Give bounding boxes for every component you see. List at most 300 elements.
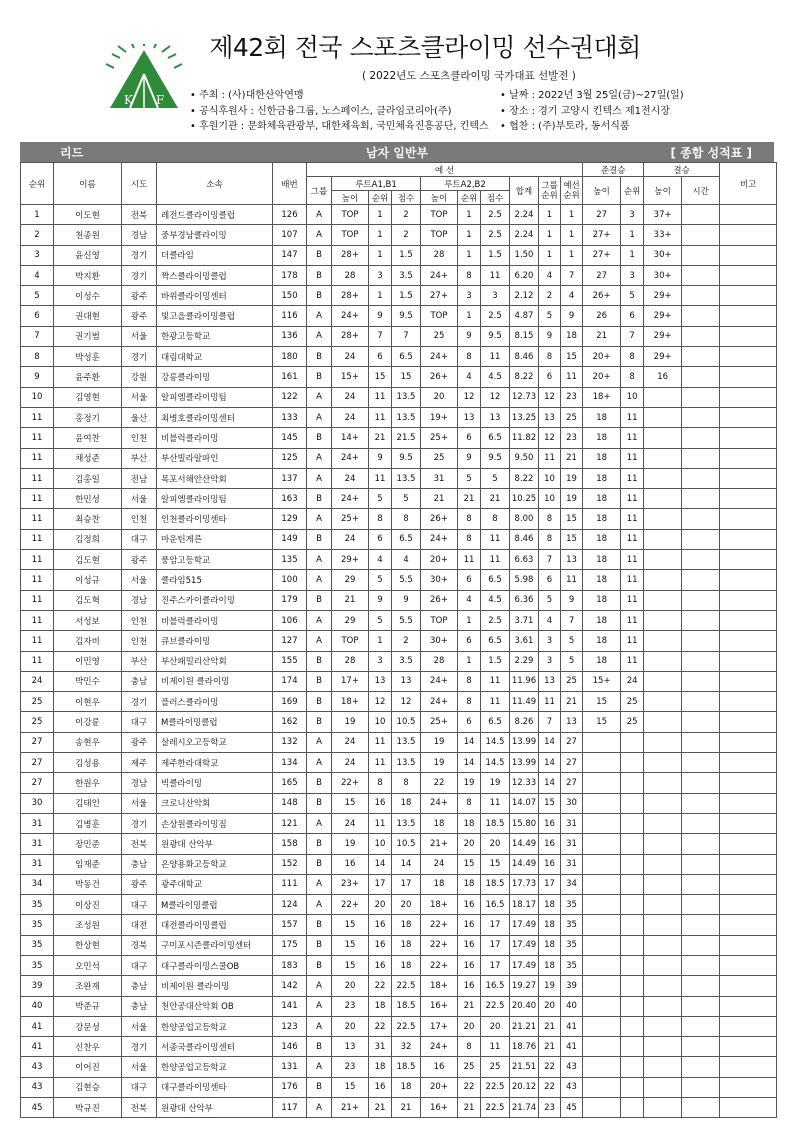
table-row [21, 509, 777, 529]
cell-bib: 124 [273, 895, 307, 915]
cell-group-rank: 18 [539, 915, 561, 935]
cell-rank: 10 [21, 387, 54, 407]
cell-club: 대구클라이밍스쿨OB [157, 955, 273, 975]
cell-r1-height: TOP [332, 205, 369, 225]
cell-semi-height: 18 [583, 428, 621, 448]
cell-group: A [307, 1016, 332, 1036]
cell-r1-height: 24 [332, 753, 369, 773]
cell-final-time [682, 245, 720, 265]
cell-note [720, 407, 777, 427]
cell-final-time [682, 225, 720, 245]
cell-name: 김영현 [54, 387, 122, 407]
cell-final-height [644, 773, 682, 793]
table-row [21, 1037, 777, 1057]
cell-r2-height: 24+ [421, 529, 458, 549]
cell-r2-place: 14 [458, 732, 481, 752]
cell-final-height [644, 448, 682, 468]
cell-region: 광주 [122, 550, 157, 570]
cell-semi-place [621, 813, 644, 833]
cell-r1-place: 16 [369, 955, 392, 975]
cell-group: B [307, 265, 332, 285]
table-row [21, 996, 777, 1016]
cell-bib: 179 [273, 590, 307, 610]
svg-text:F: F [156, 93, 165, 107]
cell-name: 김자비 [54, 631, 122, 651]
table-row [21, 570, 777, 590]
table-row [21, 1098, 777, 1118]
cell-group-rank: 1 [539, 205, 561, 225]
cell-note [720, 651, 777, 671]
cell-semi-place: 1 [621, 225, 644, 245]
cell-rank: 11 [21, 529, 54, 549]
cell-prelim-rank: 13 [561, 550, 583, 570]
cell-r1-points: 12 [392, 692, 421, 712]
cell-total: 11.96 [510, 671, 539, 691]
cell-final-time [682, 712, 720, 732]
cell-r2-height: 25 [421, 326, 458, 346]
cell-prelim-rank: 41 [561, 1037, 583, 1057]
cell-group-rank: 3 [539, 651, 561, 671]
cell-total: 20.40 [510, 996, 539, 1016]
cell-club: 짝스클라이밍클럽 [157, 265, 273, 285]
cell-semi-height [583, 813, 621, 833]
cell-semi-height [583, 773, 621, 793]
cell-total: 14.49 [510, 834, 539, 854]
cell-r1-points: 13.5 [392, 407, 421, 427]
cell-semi-place [621, 1037, 644, 1057]
cell-prelim-rank: 7 [561, 265, 583, 285]
cell-r1-place: 11 [369, 813, 392, 833]
table-row [21, 347, 777, 367]
cell-final-height [644, 1057, 682, 1077]
cell-r2-points: 6.5 [481, 570, 510, 590]
cell-r1-height: 29 [332, 570, 369, 590]
cell-semi-place: 11 [621, 428, 644, 448]
cell-name: 이현우 [54, 692, 122, 712]
cell-r1-height: 29+ [332, 550, 369, 570]
cell-final-time [682, 1037, 720, 1057]
table-row [21, 813, 777, 833]
cell-semi-height: 27 [583, 205, 621, 225]
cell-r2-place: 1 [458, 245, 481, 265]
cell-bib: 180 [273, 347, 307, 367]
cell-group-rank: 12 [539, 387, 561, 407]
cell-bib: 158 [273, 834, 307, 854]
cell-group-rank: 7 [539, 550, 561, 570]
cell-prelim-rank: 27 [561, 732, 583, 752]
table-row [21, 712, 777, 732]
cell-rank: 40 [21, 996, 54, 1016]
cell-r1-height: 29 [332, 610, 369, 630]
cell-name: 김성용 [54, 753, 122, 773]
cell-group-rank: 20 [539, 996, 561, 1016]
cell-note [720, 895, 777, 915]
cell-final-time [682, 610, 720, 630]
cell-prelim-rank: 27 [561, 773, 583, 793]
cell-group-rank: 4 [539, 265, 561, 285]
cell-prelim-rank: 1 [561, 225, 583, 245]
cell-club: 서종국클라이밍센터 [157, 1037, 273, 1057]
cell-semi-height: 20+ [583, 367, 621, 387]
col-total: 합계 [510, 177, 539, 205]
cell-r1-height: 24 [332, 347, 369, 367]
cell-semi-place: 8 [621, 347, 644, 367]
cell-group: B [307, 712, 332, 732]
page-subtitle: ( 2022년도 스포츠클라이밍 국가대표 선발전 ) [362, 70, 576, 82]
cell-group: B [307, 590, 332, 610]
cell-rank: 31 [21, 854, 54, 874]
cell-final-height [644, 590, 682, 610]
cell-region: 서울 [122, 793, 157, 813]
cell-semi-height [583, 1037, 621, 1057]
cell-prelim-rank: 40 [561, 996, 583, 1016]
cell-total: 15.80 [510, 813, 539, 833]
cell-bib: 125 [273, 448, 307, 468]
cell-r2-height: 28 [421, 651, 458, 671]
cell-r2-points: 25 [481, 1057, 510, 1077]
cell-name: 이민영 [54, 651, 122, 671]
table-row [21, 326, 777, 346]
cell-prelim-rank: 34 [561, 874, 583, 894]
table-row [21, 753, 777, 773]
cell-group: B [307, 367, 332, 387]
cell-bib: 132 [273, 732, 307, 752]
cell-prelim-rank: 15 [561, 347, 583, 367]
cell-r2-points: 1.5 [481, 651, 510, 671]
cell-region: 경기 [122, 1037, 157, 1057]
cell-name: 천종원 [54, 225, 122, 245]
cell-rank: 35 [21, 955, 54, 975]
cell-group-rank: 8 [539, 529, 561, 549]
cell-final-time [682, 915, 720, 935]
cell-r1-points: 5.5 [392, 610, 421, 630]
cell-region: 울산 [122, 407, 157, 427]
cell-semi-height [583, 1016, 621, 1036]
cell-r2-points: 17 [481, 915, 510, 935]
cell-total: 11.82 [510, 428, 539, 448]
cell-note [720, 286, 777, 306]
cell-region: 경남 [122, 225, 157, 245]
cell-r2-height: 24+ [421, 671, 458, 691]
cell-r1-place: 5 [369, 610, 392, 630]
cell-r2-place: 6 [458, 570, 481, 590]
cell-r1-height: 28+ [332, 326, 369, 346]
cell-name: 조성원 [54, 915, 122, 935]
cell-final-time [682, 651, 720, 671]
cell-r1-points: 21.5 [392, 428, 421, 448]
table-row [21, 205, 777, 225]
cell-group: B [307, 651, 332, 671]
cell-semi-place [621, 1016, 644, 1036]
cell-group-rank: 6 [539, 570, 561, 590]
cell-r2-points: 11 [481, 793, 510, 813]
cell-semi-height: 27+ [583, 225, 621, 245]
cell-final-height [644, 935, 682, 955]
cell-final-height [644, 529, 682, 549]
cell-group-rank: 8 [539, 347, 561, 367]
cell-bib: 163 [273, 489, 307, 509]
cell-rank: 11 [21, 570, 54, 590]
cell-name: 윤주환 [54, 367, 122, 387]
cell-bib: 137 [273, 468, 307, 488]
cell-final-height [644, 550, 682, 570]
cell-prelim-rank: 35 [561, 955, 583, 975]
cell-name: 장민준 [54, 834, 122, 854]
cell-semi-place: 1 [621, 245, 644, 265]
cell-region: 광주 [122, 732, 157, 752]
cell-note [720, 387, 777, 407]
cell-group: A [307, 732, 332, 752]
cell-rank: 41 [21, 1016, 54, 1036]
cell-prelim-rank: 45 [561, 1098, 583, 1118]
cell-rank: 41 [21, 1037, 54, 1057]
cell-club: 바위클라이밍센터 [157, 286, 273, 306]
cell-final-height: 29+ [644, 306, 682, 326]
cell-prelim-rank: 31 [561, 854, 583, 874]
cell-prelim-rank: 4 [561, 286, 583, 306]
cell-group-rank: 18 [539, 935, 561, 955]
cell-semi-height [583, 753, 621, 773]
cell-total: 19.27 [510, 976, 539, 996]
cell-r2-place: 1 [458, 306, 481, 326]
cell-r2-points: 16.5 [481, 895, 510, 915]
cell-r2-points: 22.5 [481, 1077, 510, 1097]
cell-group-rank: 15 [539, 793, 561, 813]
cell-bib: 135 [273, 550, 307, 570]
cell-note [720, 813, 777, 833]
cell-semi-place: 11 [621, 570, 644, 590]
cell-r2-height: 20 [421, 387, 458, 407]
cell-semi-place [621, 854, 644, 874]
cell-r2-points: 12 [481, 387, 510, 407]
cell-region: 전북 [122, 834, 157, 854]
cell-region: 부산 [122, 448, 157, 468]
cell-club: 비블럭클라이밍 [157, 428, 273, 448]
results-table [20, 162, 777, 1118]
cell-final-time [682, 955, 720, 975]
cell-region: 경남 [122, 590, 157, 610]
cell-r1-points: 4 [392, 550, 421, 570]
cell-r1-points: 3.5 [392, 651, 421, 671]
cell-r2-height: 22 [421, 773, 458, 793]
cell-total: 6.36 [510, 590, 539, 610]
table-row [21, 651, 777, 671]
cell-r1-place: 16 [369, 1077, 392, 1097]
cell-semi-place: 11 [621, 651, 644, 671]
cell-final-height: 29+ [644, 326, 682, 346]
cell-group-rank: 5 [539, 590, 561, 610]
cell-r1-points: 20 [392, 895, 421, 915]
cell-r2-height: 19 [421, 732, 458, 752]
cell-final-time [682, 590, 720, 610]
cell-prelim-rank: 41 [561, 1016, 583, 1036]
cell-r2-points: 2.5 [481, 205, 510, 225]
col-final-time: 시간 [682, 177, 720, 205]
cell-total: 3.61 [510, 631, 539, 651]
col-group: 그룹 [307, 177, 332, 205]
cell-note [720, 489, 777, 509]
cell-total: 10.25 [510, 489, 539, 509]
cell-region: 제주 [122, 753, 157, 773]
cell-r1-height: 16 [332, 854, 369, 874]
cell-final-height [644, 428, 682, 448]
cell-total: 8.00 [510, 509, 539, 529]
cell-r2-height: 16+ [421, 996, 458, 1016]
cell-name: 최승찬 [54, 509, 122, 529]
table-row [21, 529, 777, 549]
col-final-height: 높이 [644, 177, 682, 205]
cell-region: 대구 [122, 1077, 157, 1097]
cell-bib: 134 [273, 753, 307, 773]
cell-r1-height: 18+ [332, 692, 369, 712]
cell-bib: 183 [273, 955, 307, 975]
cell-final-time [682, 326, 720, 346]
cell-region: 서울 [122, 387, 157, 407]
cell-r2-points: 22.5 [481, 996, 510, 1016]
cell-group-rank: 22 [539, 1077, 561, 1097]
cell-rank: 7 [21, 326, 54, 346]
cell-bib: 131 [273, 1057, 307, 1077]
cell-final-height [644, 489, 682, 509]
cell-name: 한원우 [54, 773, 122, 793]
cell-total: 17.73 [510, 874, 539, 894]
cell-name: 김홍일 [54, 468, 122, 488]
cell-rank: 11 [21, 448, 54, 468]
cell-region: 서울 [122, 1016, 157, 1036]
cell-club: M클라이밍클럽 [157, 712, 273, 732]
cell-note [720, 306, 777, 326]
cell-r2-points: 6.5 [481, 428, 510, 448]
cell-club: 원광대 산악부 [157, 834, 273, 854]
cell-total: 18.76 [510, 1037, 539, 1057]
cell-r2-points: 22.5 [481, 1098, 510, 1118]
cell-r1-place: 9 [369, 448, 392, 468]
cell-r2-points: 15 [481, 854, 510, 874]
cell-r2-points: 14.5 [481, 753, 510, 773]
col-prelim-rank: 예선 순위 [561, 177, 583, 205]
col-rank: 순위 [21, 163, 54, 205]
cell-final-time [682, 631, 720, 651]
cell-prelim-rank: 13 [561, 712, 583, 732]
cell-name: 이어진 [54, 1057, 122, 1077]
cell-r1-place: 3 [369, 651, 392, 671]
cell-semi-height [583, 732, 621, 752]
col-region: 시도 [122, 163, 157, 205]
cell-bib: 107 [273, 225, 307, 245]
cell-total: 9.50 [510, 448, 539, 468]
cell-rank: 11 [21, 651, 54, 671]
cell-r2-place: 25 [458, 1057, 481, 1077]
cell-r1-place: 18 [369, 1057, 392, 1077]
cell-semi-place [621, 732, 644, 752]
cell-rank: 35 [21, 935, 54, 955]
cell-r2-points: 20 [481, 834, 510, 854]
cell-r2-height: 24+ [421, 1037, 458, 1057]
cell-semi-height [583, 915, 621, 935]
cell-semi-height [583, 793, 621, 813]
cell-region: 인천 [122, 428, 157, 448]
cell-bib: 169 [273, 692, 307, 712]
cell-note [720, 570, 777, 590]
col-note: 비고 [720, 163, 777, 205]
cell-club: 부산패밀리산악회 [157, 651, 273, 671]
cell-r2-place: 8 [458, 793, 481, 813]
cell-r1-height: 20 [332, 1016, 369, 1036]
cell-final-time [682, 895, 720, 915]
cell-r2-points: 19 [481, 773, 510, 793]
cell-rank: 27 [21, 773, 54, 793]
cell-note [720, 1037, 777, 1057]
cell-club: 한광고등학교 [157, 326, 273, 346]
cell-note [720, 773, 777, 793]
cell-r2-place: 6 [458, 712, 481, 732]
cell-group: A [307, 631, 332, 651]
cell-r2-place: 18 [458, 874, 481, 894]
cell-bib: 152 [273, 854, 307, 874]
cell-note [720, 834, 777, 854]
cell-club: 비블럭클라이밍 [157, 610, 273, 630]
cell-group: A [307, 387, 332, 407]
cell-r2-points: 11 [481, 529, 510, 549]
cell-semi-place: 3 [621, 265, 644, 285]
category-banner [20, 142, 774, 162]
cell-rank: 30 [21, 793, 54, 813]
cell-prelim-rank: 31 [561, 813, 583, 833]
cell-final-time [682, 468, 720, 488]
cell-r2-points: 11 [481, 671, 510, 691]
cell-final-height [644, 712, 682, 732]
cell-final-time [682, 671, 720, 691]
cell-total: 14.07 [510, 793, 539, 813]
cell-semi-place: 11 [621, 610, 644, 630]
cell-r2-place: 20 [458, 1016, 481, 1036]
cell-group: A [307, 407, 332, 427]
cell-prelim-rank: 19 [561, 489, 583, 509]
cell-r2-place: 8 [458, 509, 481, 529]
cell-group: B [307, 793, 332, 813]
cell-prelim-rank: 9 [561, 306, 583, 326]
cell-total: 8.22 [510, 468, 539, 488]
cell-group-rank: 10 [539, 468, 561, 488]
cell-region: 인천 [122, 610, 157, 630]
cell-name: 박동건 [54, 874, 122, 894]
cell-r1-points: 1.5 [392, 245, 421, 265]
cell-final-time [682, 489, 720, 509]
cell-group-rank: 18 [539, 955, 561, 975]
cell-semi-height: 18 [583, 610, 621, 630]
cell-prelim-rank: 25 [561, 407, 583, 427]
cell-rank: 31 [21, 834, 54, 854]
cell-note [720, 692, 777, 712]
cell-final-height [644, 1016, 682, 1036]
cell-r1-place: 9 [369, 590, 392, 610]
cell-r2-place: 12 [458, 387, 481, 407]
cell-club: 더클라임 [157, 245, 273, 265]
cell-bib: 175 [273, 935, 307, 955]
cell-final-time [682, 205, 720, 225]
cell-club: 최병호클라이밍센터 [157, 407, 273, 427]
cell-prelim-rank: 23 [561, 428, 583, 448]
cell-r2-place: 5 [458, 468, 481, 488]
cell-final-time [682, 1057, 720, 1077]
cell-club: 원광대 산악부 [157, 1098, 273, 1118]
cell-group: A [307, 468, 332, 488]
cell-club: 클라임515 [157, 570, 273, 590]
cell-final-height [644, 976, 682, 996]
col-r1-points: 점수 [392, 191, 421, 205]
cell-prelim-rank: 31 [561, 834, 583, 854]
cell-group: A [307, 570, 332, 590]
